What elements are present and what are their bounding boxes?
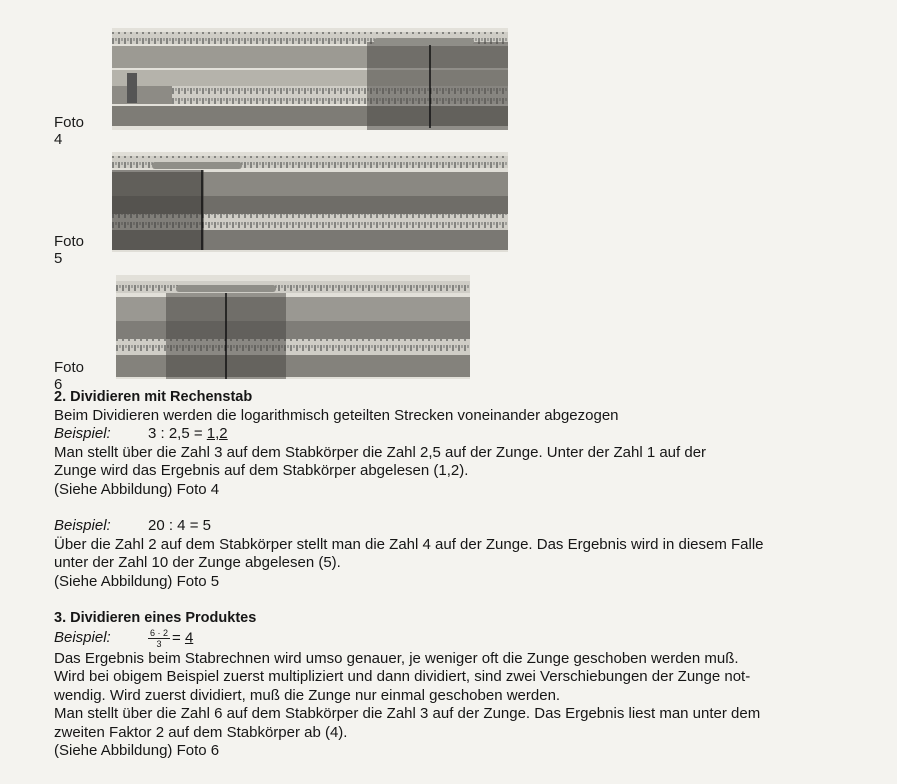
section-2-intro: Beim Dividieren werden die logarithmisch geteilten Strecken voneinander abgezogen xyxy=(54,406,619,424)
slide-rule-photo-4 xyxy=(112,28,508,130)
section-3-line-2: Wird bei obigem Beispiel zuerst multipliziert und dann dividiert, sind zwei Verschiebungen der Zunge not- xyxy=(54,668,751,685)
example-3-equals: = xyxy=(172,628,181,646)
photo-6-label: Foto 6 xyxy=(54,359,85,393)
example-2-ref: (Siehe Abbildung) Foto 5 xyxy=(54,572,220,590)
photo-5-label: Foto 5 xyxy=(54,233,85,267)
example-3-line xyxy=(54,628,874,650)
fraction-denominator: 3 xyxy=(156,638,162,649)
section-3-line-1: Das Ergebnis beim Stabrechnen wird umso genauer, je weniger oft die Zunge geschoben werden muß. xyxy=(54,649,739,667)
section-2-heading: 2. Dividieren mit Rechenstab xyxy=(54,389,253,405)
example-2-expr: 20 : 4 = 5 xyxy=(148,517,211,534)
example-2-label: Beispiel: xyxy=(54,517,111,534)
example-1-expr: 3 : 2,5 = xyxy=(148,425,203,442)
section-3-heading: 3. Dividieren eines Produktes xyxy=(54,610,257,626)
example-1-text-2: Zunge wird das Ergebnis auf dem Stabkörper abgelesen (1,2). xyxy=(54,462,469,479)
text-block xyxy=(54,388,874,761)
example-1-label: Beispiel: xyxy=(54,425,111,442)
example-3-label: Beispiel: xyxy=(54,628,111,646)
example-1-line xyxy=(54,425,874,444)
section-3-line-6: (Siehe Abbildung) Foto 6 xyxy=(54,742,220,759)
slide-rule-photo-6 xyxy=(116,275,470,379)
example-2-text-2: unter der Zahl 10 der Zunge abgelesen (5). xyxy=(54,554,341,571)
section-3-line-5: zweiten Faktor 2 auf dem Stabkörper ab (4). xyxy=(54,723,348,741)
example-1-text-1: Man stellt über die Zahl 3 auf dem Stabkörper die Zahl 2,5 auf der Zunge. Unter der Zahl 1 auf der xyxy=(54,443,707,461)
slide-rule-photo-5 xyxy=(112,152,508,252)
example-1-ref: (Siehe Abbildung) Foto 4 xyxy=(54,480,220,498)
example-2-line xyxy=(54,517,874,536)
photo-4-label: Foto 4 xyxy=(54,114,85,148)
example-3-result: 4 xyxy=(184,628,194,646)
example-1-result: 1,2 xyxy=(206,425,228,442)
fraction-numerator: 6 · 2 xyxy=(150,627,169,638)
section-3-line-3: wendig. Wird zuerst dividiert, muß die Zunge nur einmal geschoben werden. xyxy=(54,686,561,704)
example-2-text-1: Über die Zahl 2 auf dem Stabkörper stellt man die Zahl 4 auf der Zunge. Das Ergebnis wird in diesem Falle xyxy=(54,535,764,553)
fraction xyxy=(148,628,170,649)
section-3-line-4: Man stellt über die Zahl 6 auf dem Stabkörper die Zahl 3 auf der Zunge. Das Ergebnis liest man unter dem xyxy=(54,705,761,722)
